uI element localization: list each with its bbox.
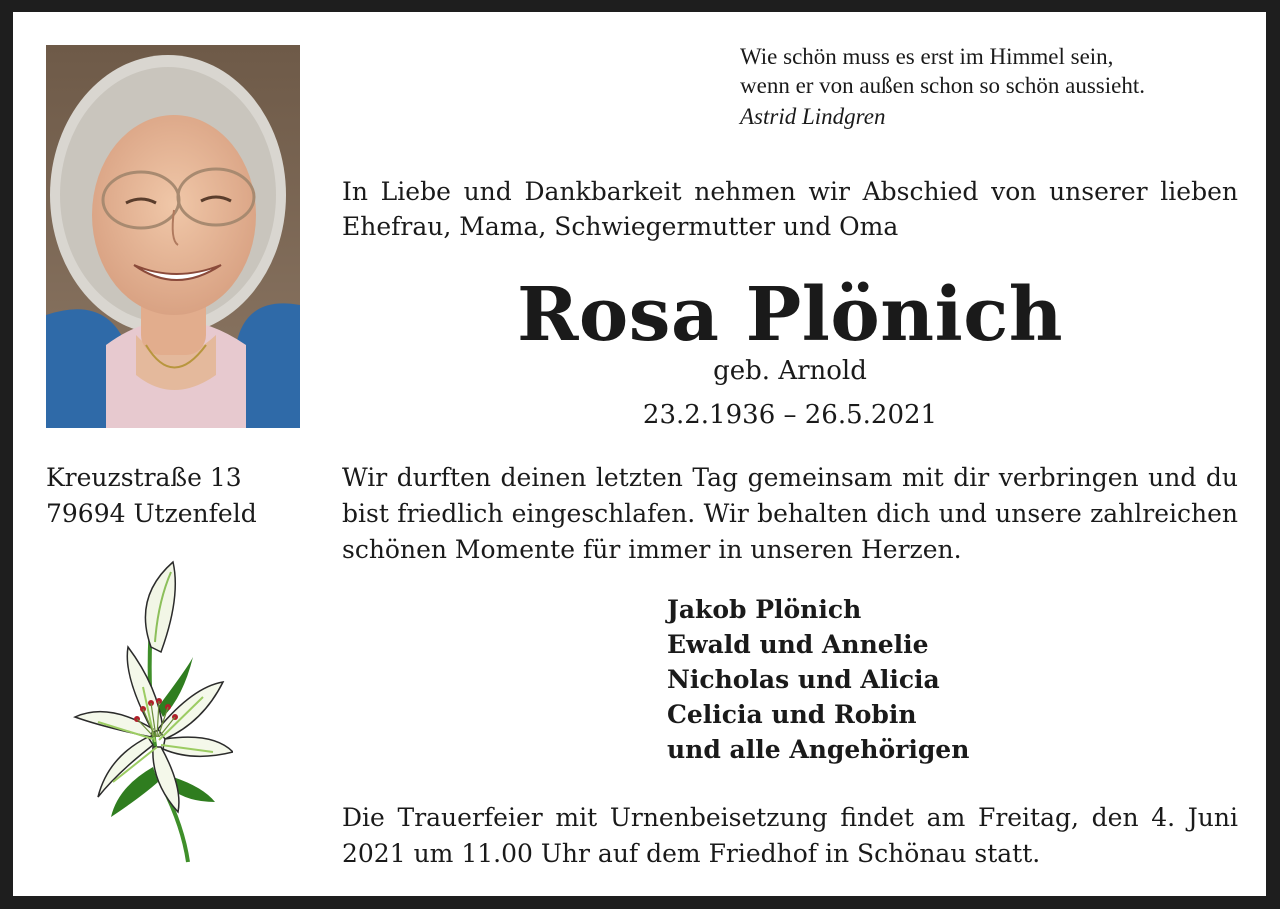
deceased-name: Rosa Plönich [516,272,1064,358]
quote-block [740,42,1260,131]
address-block [46,460,316,532]
farewell-message: Wir durften deinen letzten Tag gemeinsam mit dir verbringen und du bist friedlich eingeschlafen. Wir behalten dich und unsere zahlreichen schönen Momente für immer in unseren Herzen. [342,463,1238,564]
lily-icon [63,557,233,867]
mourner-name: Ewald und Annelie [667,630,929,659]
maiden-name: geb. Arnold [713,356,867,386]
mourner-name: Celicia und Robin [667,700,917,729]
address-street: Kreuzstraße 13 [46,463,242,492]
mourners-list [667,592,1087,767]
obituary-notice [13,12,1266,896]
funeral-info: Die Trauerfeier mit Urnenbeisetzung findet am Freitag, den 4. Juni 2021 um 11.00 Uhr auf dem Friedhof in Schönau statt. [342,803,1238,868]
portrait-photo [46,45,300,428]
intro-text: In Liebe und Dankbarkeit nehmen wir Abschied von unserer lieben Ehefrau, Mama, Schwiegermutter und Oma [342,177,1238,241]
mourner-name: Jakob Plönich [667,595,862,624]
life-dates: 23.2.1936 – 26.5.2021 [642,400,938,430]
mourner-name: und alle Angehörigen [667,735,970,764]
mourner-name: Nicholas und Alicia [667,665,940,694]
address-city: 79694 Utzenfeld [46,499,257,528]
quote-author: Astrid Lindgren [740,104,886,129]
quote-line-2: wenn er von außen schon so schön aussieht. [740,73,1145,98]
quote-line-1: Wie schön muss es erst im Himmel sein, [740,44,1114,69]
